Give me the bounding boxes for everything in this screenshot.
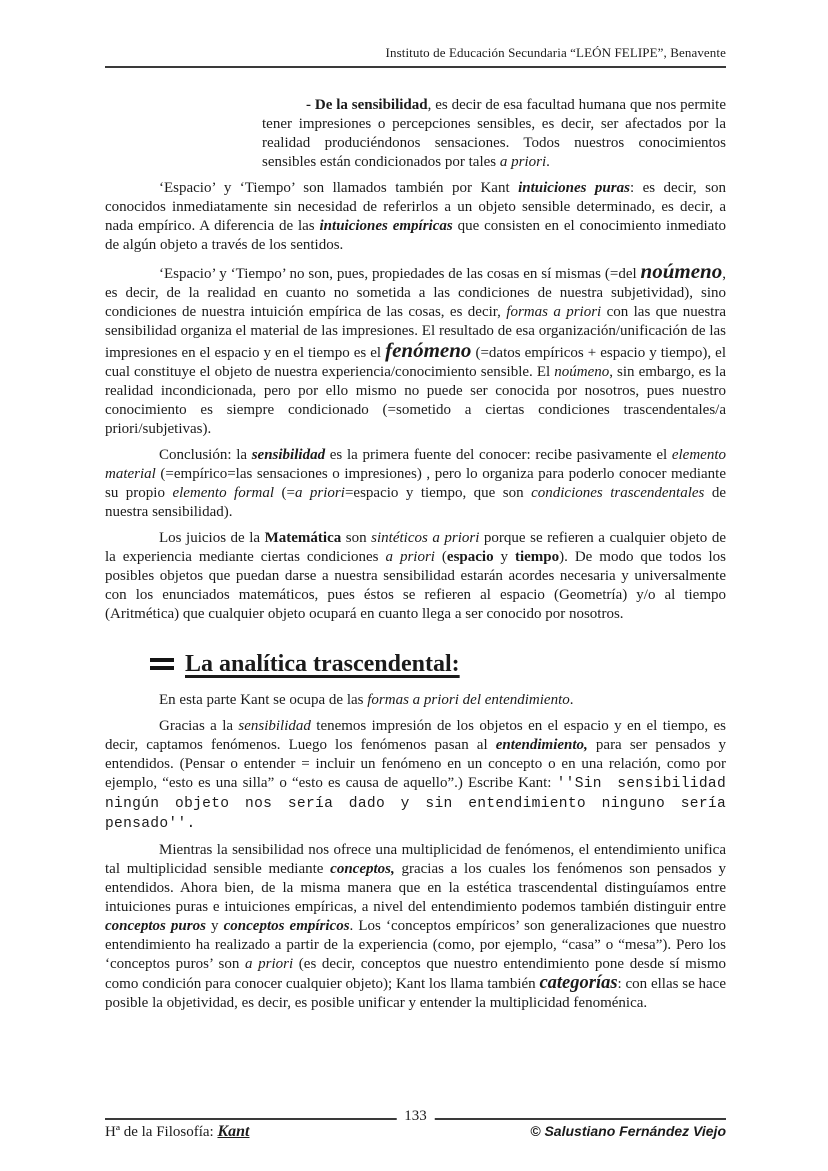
text-run: fenómeno: [385, 338, 472, 362]
text-run: Los juicios de la: [159, 530, 265, 546]
text-run: a priori: [385, 549, 435, 565]
text-run: categorías: [539, 973, 618, 993]
paragraph-noumeno-fenomeno: [105, 259, 727, 439]
page-number: 133: [396, 1108, 435, 1125]
footer-course-title: Kant: [217, 1123, 250, 1140]
footer-course-prefix: Hª de la Filosofía:: [105, 1124, 218, 1140]
text-run: : es decir, son conocidos inmediatamente sin necesidad de referirlos a un objeto sensible determinado, es decir, a nada empírico. A diferencia de las: [105, 180, 726, 234]
footer-course: [105, 1123, 249, 1141]
section-heading-label: La analítica trascendental:: [185, 651, 460, 677]
text-run: elemento formal: [172, 485, 275, 501]
paragraph-conceptos-categorias: [105, 841, 726, 1013]
text-run: ). De modo que todos los posibles objetos que puedan darse a nuestra sensibilidad estarán acordes necesaria y universalmente con los enunciados matemáticos, pues éstos se refieren al espacio (Geometría) y/o al tiempo (Aritmética) que cualquier objeto ocupará en cuanto llega a ser conocido por nosotros.: [105, 549, 726, 622]
text-run: ‘Espacio’ y ‘Tiempo’ son llamados también por Kant: [159, 180, 519, 196]
text-run: tenemos impresión de los objetos en el espacio y en el tiempo, es decir, captamos fenómenos. Luego los fenómenos pasan al: [105, 718, 726, 753]
text-run: a priori: [294, 485, 345, 501]
text-run: Conclusión: la: [159, 447, 252, 463]
text-run: (=empírico=las sensaciones o impresiones) , pero lo organiza para poderlo conocer mediante su propio: [105, 466, 726, 501]
text-run: elemento material: [105, 447, 726, 482]
text-run: a priori: [499, 154, 547, 170]
text-run: sintéticos a priori: [371, 530, 480, 546]
text-run: que consisten en el conocimiento inmediato de algún objeto a través de los sentidos.: [105, 218, 726, 253]
text-run: entendimiento,: [495, 737, 588, 753]
text-run: sensibilidad: [238, 718, 311, 734]
text-run: noúmeno: [554, 364, 610, 380]
text-run: porque se refieren a cualquier objeto de la experiencia mediante ciertas condiciones: [105, 530, 726, 565]
paragraph-matematica: [105, 529, 726, 624]
page-header: [105, 0, 726, 68]
text-run: , sin embargo, es la realidad incondicionada, pero por ello mismo no puede ser conocida por nosotros, pues nuestro conocimiento es siempre condicionado (=sometido a ciertas condiciones trascendentales/a priori/subjetivas).: [105, 364, 726, 437]
text-run: (=datos empíricos + espacio y tiempo), el cual constituye el objeto de nuestra experiencia/conocimiento sensible. El: [105, 345, 727, 380]
text-run: es la primera fuente del conocer: recibe pasivamente el: [325, 447, 672, 463]
text-run: Mientras la sensibilidad nos ofrece una multiplicidad de fenómenos, el entendimiento unifica tal multiplicidad sensible mediante: [105, 842, 726, 877]
text-run: conceptos empíricos: [223, 918, 350, 934]
text-run: ''Sin sensibilidad ningún objeto nos sería dado y sin entendimiento ninguno sería pensado''.: [105, 776, 726, 832]
header-institution: Instituto de Educación Secundaria “LEÓN FELIPE”, Benavente: [385, 45, 726, 60]
text-run: (=: [274, 485, 295, 501]
text-run: Gracias a la: [159, 718, 239, 734]
paragraph-sensibilidad: [262, 96, 726, 172]
footer-author: © Salustiano Fernández Viejo: [530, 1123, 726, 1139]
footer-row: [105, 1108, 726, 1141]
text-run: y: [493, 549, 515, 565]
text-run: .: [546, 154, 550, 170]
text-run: tiempo: [514, 549, 560, 565]
text-run: ‘Espacio’ y ‘Tiempo’ no son, pues, propiedades de las cosas en sí mismas (=del: [159, 266, 641, 282]
text-run: con las que nuestra sensibilidad organiza el material de las impresiones. El resultado de esa organización/unificación de las impresiones en el espacio y en el tiempo es el: [105, 304, 727, 361]
paragraph-analitica-intro: [105, 691, 726, 710]
text-run: sensibilidad: [251, 447, 326, 463]
text-run: a priori: [244, 956, 294, 972]
section-heading: [150, 650, 726, 678]
text-run: formas a priori del entendimiento: [367, 692, 570, 708]
text-run: intuiciones empíricas: [319, 218, 453, 234]
text-run: conceptos puros: [105, 918, 206, 934]
document-content: [105, 64, 726, 1020]
text-run: noúmeno: [640, 259, 723, 283]
text-run: conceptos,: [330, 861, 395, 877]
text-run: espacio: [446, 549, 494, 565]
text-run: y: [205, 918, 224, 934]
text-run: (es decir, conceptos que nuestro entendimiento pone desde sí mismo como condición para conocer cualquier objeto); Kant los llama también: [105, 956, 726, 992]
paragraph-kant-cita: [105, 717, 726, 834]
text-run: gracias a los cuales los fenómenos son pensados y entendidos. Ahora bien, de la misma manera que en la estética trascendental distinguíamos entre intuiciones puras e intuiciones empíricas, a nivel del entendimiento podemos también distinguir entre: [105, 861, 727, 915]
text-run: para ser pensados y entendidos. (Pensar o entender = incluir un fenómeno en un concepto o en una relación, como por ejemplo, “esto es una silla” o “esto es causa de aquello”.) Escribe Kant:: [105, 737, 726, 791]
text-run: : con ellas se hace posible la objetividad, es decir, es posible unificar y entender la multiplicidad fenoménica.: [105, 976, 726, 1011]
text-run: son: [341, 530, 372, 546]
page-footer: [105, 1108, 726, 1141]
text-run: , es decir, de la realidad en cuanto no sometida a las condiciones de nuestra subjetividad), sino condiciones de nuestra intuición empírica de las cosas, es decir,: [105, 266, 726, 320]
text-run: . Los ‘conceptos empíricos’ son generalizaciones que nuestro entendimiento ha realizado a partir de la experiencia (como, por ejemplo, “casa” o “mesa”). Pero los ‘conceptos puros’ son: [105, 918, 726, 972]
text-run: Matemática: [264, 530, 342, 546]
text-run: - De la sensibilidad: [306, 97, 428, 113]
text-run: (: [434, 549, 447, 565]
paragraph-conclusion: [105, 446, 726, 522]
paragraph-intuiciones-puras: [105, 179, 726, 255]
text-run: formas a priori: [506, 304, 602, 320]
text-run: condiciones trascendentales: [531, 485, 705, 501]
text-run: de nuestra sensibilidad).: [105, 485, 726, 520]
text-run: .: [569, 692, 574, 708]
arrow-icon: [150, 658, 174, 670]
text-run: =espacio y tiempo, que son: [344, 485, 532, 501]
text-run: , es decir de esa facultad humana que nos permite tener impresiones o percepciones sensibles, es decir, ser afectados por la realidad produciéndonos sensaciones. Todos nuestros conocimientos sensibles están condicionados por tales: [262, 97, 726, 170]
text-run: En esta parte Kant se ocupa de las: [159, 692, 368, 708]
text-run: intuiciones puras: [518, 180, 630, 196]
